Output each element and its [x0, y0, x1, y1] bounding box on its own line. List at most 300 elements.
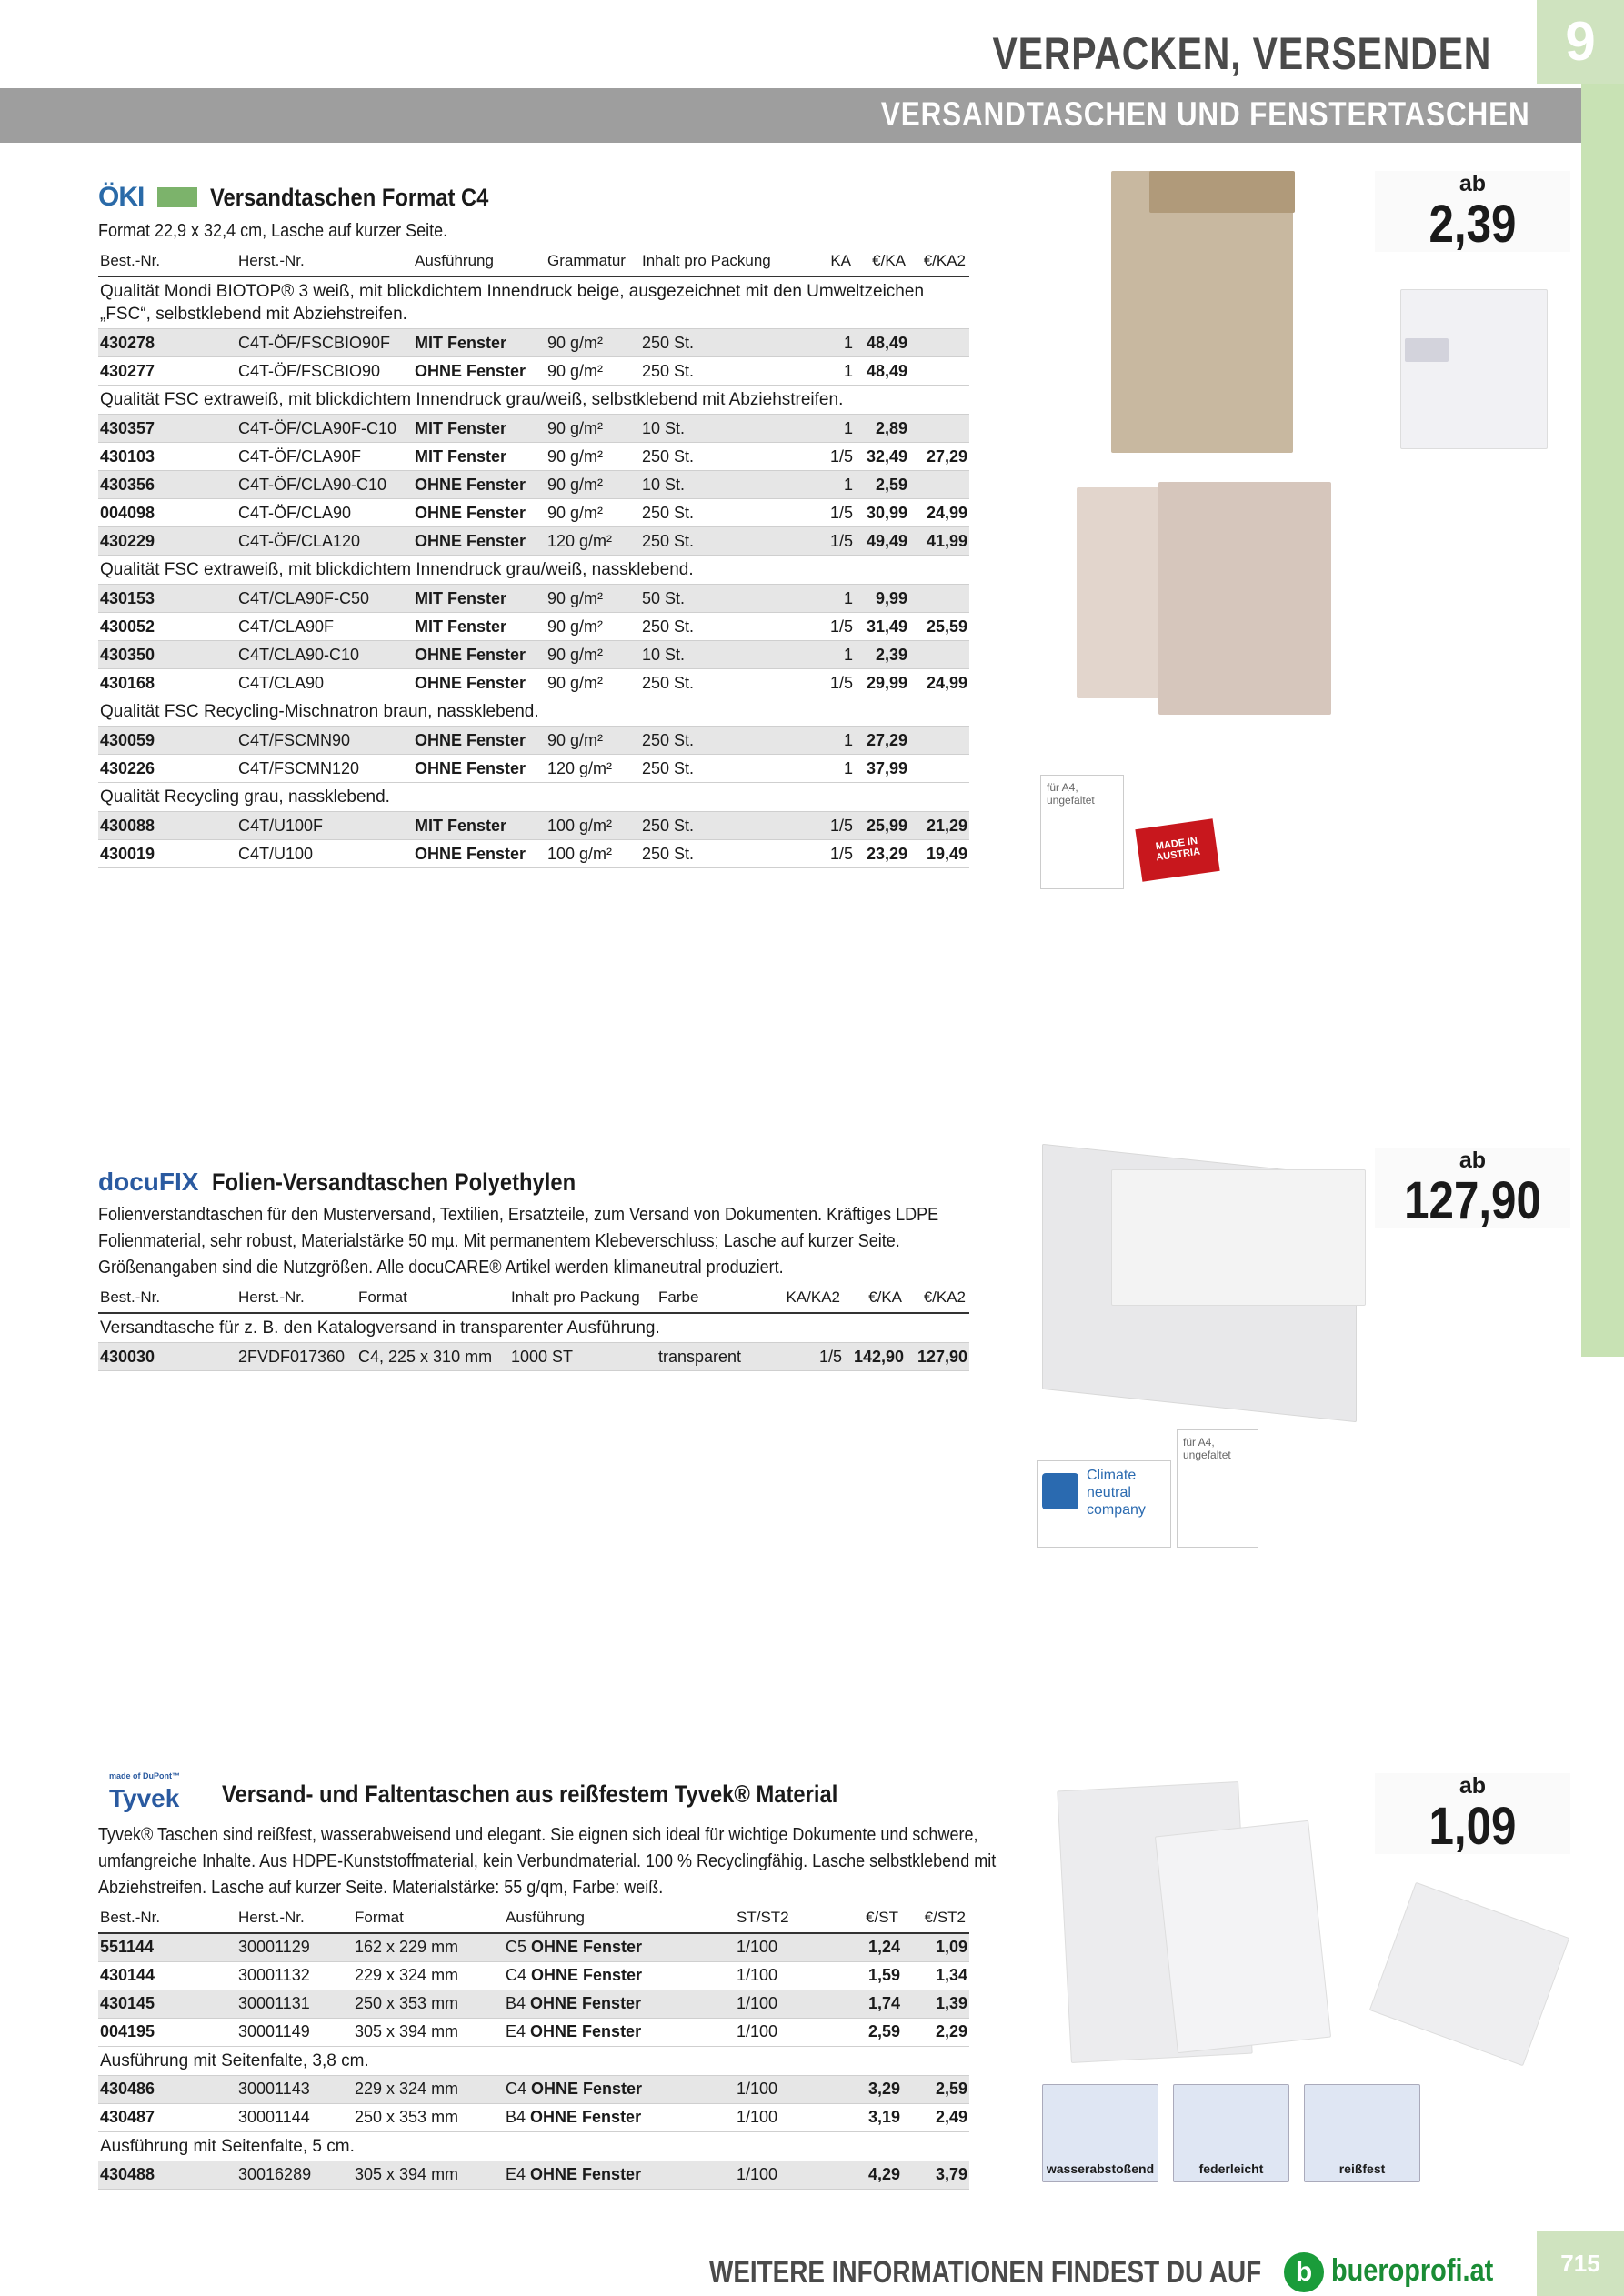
- cell-price2: 127,90: [906, 1343, 969, 1371]
- cell-format: 229 x 324 mm: [353, 2075, 504, 2103]
- cell-price2: 21,29: [909, 812, 969, 840]
- cell-price2: 24,99: [909, 669, 969, 697]
- cell-price: 9,99: [855, 585, 909, 613]
- col-header: Ausführung: [413, 248, 546, 276]
- product-table: [98, 1285, 969, 1371]
- table-row: [98, 329, 969, 357]
- cell-weight: 90 g/m²: [546, 641, 640, 669]
- bueroprofi-logo-icon: b: [1284, 2252, 1324, 2292]
- cell-price: 1,74: [826, 1990, 902, 2018]
- format-code: C5: [506, 1938, 527, 1957]
- cell-mfr: C4T/FSCMN90: [236, 727, 413, 755]
- table-row: [98, 2161, 969, 2189]
- cell-mfr: 30001131: [236, 1990, 353, 2018]
- quality-note: [98, 783, 969, 812]
- cell-variant: [504, 1961, 735, 1990]
- col-header: €/ST: [826, 1905, 902, 1933]
- col-header: KA: [804, 248, 855, 276]
- cell-mfr: C4T/CLA90: [236, 669, 413, 697]
- price-badge: [1375, 1148, 1570, 1228]
- cell-price: 49,49: [855, 527, 909, 556]
- cell-price: 2,89: [855, 415, 909, 443]
- cell-mfr: C4T-ÖF/FSCBIO90F: [236, 329, 413, 357]
- cell-variant: OHNE Fenster: [413, 499, 546, 527]
- cell-price: 30,99: [855, 499, 909, 527]
- table-row: [98, 1961, 969, 1990]
- section-subtitle: VERSANDTASCHEN UND FENSTERTASCHEN: [881, 95, 1530, 133]
- col-header: Herst.-Nr.: [236, 1285, 356, 1313]
- cell-variant: [504, 1933, 735, 1961]
- table-row: [98, 2018, 969, 2046]
- window-option: OHNE Fenster: [530, 2108, 642, 2126]
- format-code: C4: [506, 2080, 527, 2098]
- col-header: Ausführung: [504, 1905, 735, 1933]
- cell-format: 162 x 229 mm: [353, 1933, 504, 1961]
- col-header: €/KA2: [909, 248, 969, 276]
- quality-note-text: Qualität Recycling grau, nassklebend.: [98, 783, 969, 812]
- cell-weight: 100 g/m²: [546, 840, 640, 868]
- format-code: C4: [506, 1966, 527, 1984]
- cell-content: 250 St.: [640, 357, 804, 386]
- cell-unit: 1/5: [804, 499, 855, 527]
- table-row: [98, 727, 969, 755]
- price-prefix: ab: [1459, 1773, 1487, 1799]
- cell-price: 2,59: [826, 2018, 902, 2046]
- table-row: [98, 471, 969, 499]
- cell-unit: 1: [804, 415, 855, 443]
- col-header: €/ST2: [902, 1905, 969, 1933]
- cell-price2: [909, 329, 969, 357]
- cell-price: 31,49: [855, 613, 909, 641]
- cell-mfr: 2FVDF017360: [236, 1343, 356, 1371]
- cell-unit: 1: [804, 585, 855, 613]
- section-description: Folienverstandtaschen für den Musterversand, Textilien, Ersatzteile, zum Versand von Dokumenten. Kräftiges LDPE Folienmaterial, sehr robust, Materialstärke 50 mµ. Mit permanentem Klebeverschluss; Lasche auf kurzer Seite. Größenangaben sind die Nutzgrößen. Alle docuCARE® Artikel werden klimaneutral produziert.: [98, 1205, 939, 1278]
- cell-unit: 1/100: [735, 1990, 826, 2018]
- cell-mfr: 30001144: [236, 2103, 353, 2131]
- feature-tearproof: reißfest: [1304, 2084, 1420, 2182]
- cell-weight: 90 g/m²: [546, 585, 640, 613]
- chapter-sidebar: [1581, 84, 1624, 1357]
- cell-variant: [504, 2161, 735, 2189]
- cell-article: 004098: [98, 499, 236, 527]
- cell-weight: 90 g/m²: [546, 443, 640, 471]
- envelope-image-brown: [1111, 171, 1293, 453]
- cell-content: 10 St.: [640, 641, 804, 669]
- cell-price2: 1,34: [902, 1961, 969, 1990]
- col-header: ST/ST2: [735, 1905, 826, 1933]
- quality-note: [98, 276, 969, 329]
- col-header: Herst.-Nr.: [236, 1905, 353, 1933]
- cell-mfr: C4T-ÖF/CLA90F: [236, 443, 413, 471]
- quality-note: Versandtasche für z. B. den Katalogversand in transparenter Ausführung.: [98, 1313, 969, 1343]
- cell-mfr: C4T/U100: [236, 840, 413, 868]
- cell-content: 250 St.: [640, 727, 804, 755]
- quality-note-text: Qualität FSC Recycling-Mischnatron braun, nassklebend.: [98, 697, 969, 727]
- cell-price: 25,99: [855, 812, 909, 840]
- cell-variant: MIT Fenster: [413, 329, 546, 357]
- envelope-window: [1405, 338, 1449, 362]
- tyvek-envelope-folded: [1369, 1882, 1569, 2067]
- window-option: OHNE Fenster: [530, 1994, 642, 2012]
- cell-article: 551144: [98, 1933, 236, 1961]
- cell-content: 250 St.: [640, 329, 804, 357]
- cell-article: 004195: [98, 2018, 236, 2046]
- table-row: [98, 641, 969, 669]
- section-title: Versand- und Faltentaschen aus reißfestem Tyvek® Material: [222, 1780, 838, 1808]
- price-prefix: ab: [1459, 1148, 1487, 1173]
- col-header: KA/KA2: [775, 1285, 844, 1313]
- cell-article: 430488: [98, 2161, 236, 2189]
- climate-neutral-badge: Climate neutral company: [1037, 1460, 1171, 1548]
- cell-price2: [909, 357, 969, 386]
- cell-price: 29,99: [855, 669, 909, 697]
- cell-mfr: C4T-ÖF/CLA120: [236, 527, 413, 556]
- cell-mfr: 30001129: [236, 1933, 353, 1961]
- table-row: [98, 357, 969, 386]
- cell-mfr: C4T-ÖF/CLA90: [236, 499, 413, 527]
- cell-unit: 1/100: [735, 1961, 826, 1990]
- price-value: 2,39: [1429, 195, 1517, 254]
- variant-note-text: Ausführung mit Seitenfalte, 3,8 cm.: [98, 2046, 969, 2075]
- cell-mfr: 30001132: [236, 1961, 353, 1990]
- cell-price: 27,29: [855, 727, 909, 755]
- cell-price2: 1,39: [902, 1990, 969, 2018]
- tyvek-envelope-image-2: [1155, 1820, 1331, 2053]
- cell-content: 250 St.: [640, 840, 804, 868]
- climate-neutral-icon: [1042, 1473, 1078, 1509]
- cell-unit: 1/100: [735, 2103, 826, 2131]
- section-description: Tyvek® Taschen sind reißfest, wasserabweisend und elegant. Sie eignen sich ideal für wichtige Dokumente und schwere, umfangreiche Inhalte. Aus HDPE-Kunststoffmaterial, kein Verbundmaterial. 100 % Recyclingfähig. Lasche selbstklebend mit Abziehstreifen. Lasche auf kurzer Seite. Materialstärke: 55 g/qm, Farbe: weiß.: [98, 1825, 997, 1898]
- product-table: [98, 248, 969, 868]
- cell-mfr: C4T/CLA90-C10: [236, 641, 413, 669]
- cell-variant: [504, 2018, 735, 2046]
- cell-article: 430277: [98, 357, 236, 386]
- format-code: E4: [506, 2022, 526, 2040]
- dupont-label: made of DuPont™: [109, 1771, 180, 1780]
- feature-waterproof: wasserabstoßend: [1042, 2084, 1158, 2182]
- cell-mfr: C4T/CLA90F: [236, 613, 413, 641]
- section-tyvek: [98, 1771, 997, 2190]
- cell-variant: OHNE Fenster: [413, 641, 546, 669]
- cell-mfr: 30016289: [236, 2161, 353, 2189]
- cell-price2: [909, 727, 969, 755]
- cell-unit: 1/5: [804, 840, 855, 868]
- table-row: [98, 2103, 969, 2131]
- cell-unit: 1: [804, 329, 855, 357]
- envelope-image-white: [1400, 289, 1548, 449]
- cell-mfr: C4T-ÖF/FSCBIO90: [236, 357, 413, 386]
- cell-price2: 3,79: [902, 2161, 969, 2189]
- cell-article: 430487: [98, 2103, 236, 2131]
- table-row: [98, 1990, 969, 2018]
- cell-unit: 1/100: [735, 1933, 826, 1961]
- quality-note-text: Qualität FSC extraweiß, mit blickdichtem Innendruck grau/weiß, selbstklebend mit Abziehstreifen.: [98, 386, 969, 415]
- price-badge: [1375, 171, 1570, 252]
- foil-envelope-inner: [1111, 1169, 1366, 1306]
- cell-price: 1,24: [826, 1933, 902, 1961]
- page-title: VERPACKEN, VERSENDEN: [992, 28, 1491, 79]
- cell-unit: 1: [804, 641, 855, 669]
- table-row: [98, 669, 969, 697]
- col-header: Inhalt pro Packung: [509, 1285, 657, 1313]
- cell-variant: OHNE Fenster: [413, 727, 546, 755]
- page-header: [0, 0, 1624, 145]
- cell-variant: OHNE Fenster: [413, 527, 546, 556]
- cell-article: 430103: [98, 443, 236, 471]
- variant-note-text: Ausführung mit Seitenfalte, 5 cm.: [98, 2131, 969, 2161]
- col-header: €/KA2: [906, 1285, 969, 1313]
- envelope-image-grey-2: [1158, 482, 1331, 715]
- cell-variant: MIT Fenster: [413, 415, 546, 443]
- subtitle-bar: [0, 88, 1585, 143]
- cell-variant: OHNE Fenster: [413, 755, 546, 783]
- cell-variant: OHNE Fenster: [413, 840, 546, 868]
- table-row: [98, 499, 969, 527]
- cell-content: 250 St.: [640, 669, 804, 697]
- cell-content: 250 St.: [640, 613, 804, 641]
- table-row: [98, 755, 969, 783]
- cell-article: 430357: [98, 415, 236, 443]
- cell-weight: 90 g/m²: [546, 727, 640, 755]
- col-header: €/KA: [844, 1285, 906, 1313]
- cell-article: 430229: [98, 527, 236, 556]
- format-badge: für A4, ungefaltet: [1177, 1429, 1258, 1548]
- cell-weight: 100 g/m²: [546, 812, 640, 840]
- table-row: [98, 613, 969, 641]
- table-row: [98, 585, 969, 613]
- cell-price2: 2,59: [902, 2075, 969, 2103]
- cell-price: 1,59: [826, 1961, 902, 1990]
- quality-note-text: Qualität FSC extraweiß, mit blickdichtem Innendruck grau/weiß, nassklebend.: [98, 556, 969, 585]
- cell-variant: [504, 2103, 735, 2131]
- cell-price: 23,29: [855, 840, 909, 868]
- cell-variant: MIT Fenster: [413, 585, 546, 613]
- chapter-tab: 9: [1537, 0, 1624, 84]
- cell-format: 250 x 353 mm: [353, 1990, 504, 2018]
- footer-url[interactable]: bueroprofi.at: [1331, 2253, 1494, 2288]
- cell-unit: 1/5: [804, 443, 855, 471]
- cell-weight: 90 g/m²: [546, 357, 640, 386]
- cell-mfr: C4T-ÖF/CLA90-C10: [236, 471, 413, 499]
- cell-article: 430144: [98, 1961, 236, 1990]
- cell-article: 430350: [98, 641, 236, 669]
- format-code: E4: [506, 2165, 526, 2183]
- cell-weight: 90 g/m²: [546, 415, 640, 443]
- oeki-logo: ÖKI: [98, 182, 145, 212]
- cell-mfr: C4T-ÖF/CLA90F-C10: [236, 415, 413, 443]
- cell-weight: 90 g/m²: [546, 471, 640, 499]
- quality-note: [98, 556, 969, 585]
- cell-unit: 1/5: [804, 669, 855, 697]
- cell-price: 48,49: [855, 357, 909, 386]
- cell-price: 2,59: [855, 471, 909, 499]
- table-row: [98, 1933, 969, 1961]
- cell-variant: MIT Fenster: [413, 812, 546, 840]
- section-title: Versandtaschen Format C4: [210, 183, 489, 211]
- oeki-logo-badge: [157, 187, 197, 207]
- cell-variant: MIT Fenster: [413, 613, 546, 641]
- cell-unit: 1/100: [735, 2018, 826, 2046]
- cell-price2: 41,99: [909, 527, 969, 556]
- format-badge: für A4, ungefaltet: [1040, 775, 1124, 889]
- format-code: B4: [506, 1994, 526, 2012]
- variant-note: [98, 2046, 969, 2075]
- cell-content: 250 St.: [640, 443, 804, 471]
- table-row: [98, 527, 969, 556]
- made-in-austria-badge: MADE IN AUSTRIA: [1135, 818, 1219, 881]
- cell-mfr: 30001143: [236, 2075, 353, 2103]
- cell-variant: [504, 1990, 735, 2018]
- col-header: Format: [356, 1285, 509, 1313]
- cell-price: 4,29: [826, 2161, 902, 2189]
- cell-mfr: C4T/U100F: [236, 812, 413, 840]
- table-row: [98, 1343, 969, 1371]
- cell-mfr: C4T/FSCMN120: [236, 755, 413, 783]
- cell-price: 37,99: [855, 755, 909, 783]
- cell-price2: [909, 585, 969, 613]
- format-code: B4: [506, 2108, 526, 2126]
- cell-content: 250 St.: [640, 812, 804, 840]
- feature-lightweight: federleicht: [1173, 2084, 1289, 2182]
- cell-article: 430153: [98, 585, 236, 613]
- price-prefix: ab: [1459, 171, 1487, 196]
- cell-weight: 90 g/m²: [546, 499, 640, 527]
- cell-price: 3,19: [826, 2103, 902, 2131]
- col-header: Grammatur: [546, 248, 640, 276]
- cell-variant: OHNE Fenster: [413, 669, 546, 697]
- cell-unit: 1: [804, 727, 855, 755]
- quality-note: [98, 697, 969, 727]
- cell-content: 250 St.: [640, 755, 804, 783]
- cell-article: 430168: [98, 669, 236, 697]
- table-row: [98, 443, 969, 471]
- cell-price2: 27,29: [909, 443, 969, 471]
- cell-price2: 1,09: [902, 1933, 969, 1961]
- cell-price2: 2,29: [902, 2018, 969, 2046]
- footer-text: WEITERE INFORMATIONEN FINDEST DU AUF: [709, 2255, 1262, 2290]
- section-docufix: [98, 1168, 971, 1371]
- cell-price: 2,39: [855, 641, 909, 669]
- cell-unit: 1: [804, 357, 855, 386]
- cell-weight: 90 g/m²: [546, 669, 640, 697]
- cell-price2: 25,59: [909, 613, 969, 641]
- cell-article: 430278: [98, 329, 236, 357]
- cell-unit: 1/5: [804, 812, 855, 840]
- cell-format: C4, 225 x 310 mm: [356, 1343, 509, 1371]
- col-header: Format: [353, 1905, 504, 1933]
- product-table: [98, 1905, 969, 2190]
- window-option: OHNE Fenster: [531, 1938, 643, 1957]
- cell-variant: [504, 2075, 735, 2103]
- table-row: [98, 840, 969, 868]
- col-header: Best.-Nr.: [98, 248, 236, 276]
- variant-note: [98, 2131, 969, 2161]
- quality-note: [98, 386, 969, 415]
- cell-article: 430052: [98, 613, 236, 641]
- cell-unit: 1/100: [735, 2075, 826, 2103]
- table-row: [98, 415, 969, 443]
- cell-unit: 1: [804, 755, 855, 783]
- col-header: Inhalt pro Packung: [640, 248, 804, 276]
- cell-unit: 1/5: [775, 1343, 844, 1371]
- section-oeki: [98, 182, 971, 868]
- cell-price2: 24,99: [909, 499, 969, 527]
- section-title: Folien-Versandtaschen Polyethylen: [211, 1168, 576, 1196]
- cell-mfr: 30001149: [236, 2018, 353, 2046]
- cell-weight: 120 g/m²: [546, 755, 640, 783]
- cell-content: 10 St.: [640, 415, 804, 443]
- cell-unit: 1/5: [804, 613, 855, 641]
- window-option: OHNE Fenster: [531, 2080, 643, 2098]
- window-option: OHNE Fenster: [530, 2022, 642, 2040]
- price-value: 127,90: [1404, 1171, 1541, 1230]
- tyvek-logo: [98, 1771, 209, 1817]
- cell-article: 430030: [98, 1343, 236, 1371]
- cell-weight: 90 g/m²: [546, 613, 640, 641]
- cell-content: 250 St.: [640, 499, 804, 527]
- page-number: 715: [1537, 2231, 1624, 2296]
- cell-price: 142,90: [844, 1343, 906, 1371]
- cell-format: 305 x 394 mm: [353, 2018, 504, 2046]
- cell-format: 305 x 394 mm: [353, 2161, 504, 2189]
- cell-article: 430088: [98, 812, 236, 840]
- cell-price: 48,49: [855, 329, 909, 357]
- cell-content: 1000 ST: [509, 1343, 657, 1371]
- price-value: 1,09: [1429, 1797, 1517, 1856]
- cell-mfr: C4T/CLA90F-C50: [236, 585, 413, 613]
- cell-article: 430059: [98, 727, 236, 755]
- cell-price2: [909, 471, 969, 499]
- cell-variant: OHNE Fenster: [413, 357, 546, 386]
- cell-color: transparent: [657, 1343, 775, 1371]
- cell-price: 3,29: [826, 2075, 902, 2103]
- cell-content: 250 St.: [640, 527, 804, 556]
- docufix-logo: docuFIX: [98, 1168, 199, 1196]
- cell-content: 10 St.: [640, 471, 804, 499]
- cell-price2: [909, 641, 969, 669]
- col-header: Best.-Nr.: [98, 1905, 236, 1933]
- quality-note-text: Qualität Mondi BIOTOP® 3 weiß, mit blickdichtem Innendruck beige, ausgezeichnet mit den Umweltzeichen „FSC“, selbstklebend mit Abziehstreifen.: [98, 276, 969, 329]
- cell-price2: [909, 415, 969, 443]
- cell-article: 430226: [98, 755, 236, 783]
- window-option: OHNE Fenster: [531, 1966, 643, 1984]
- price-badge: [1375, 1773, 1570, 1854]
- cell-weight: 90 g/m²: [546, 329, 640, 357]
- cell-article: 430019: [98, 840, 236, 868]
- envelope-flap: [1149, 171, 1295, 213]
- cell-price2: 2,49: [902, 2103, 969, 2131]
- col-header: €/KA: [855, 248, 909, 276]
- col-header: Farbe: [657, 1285, 775, 1313]
- cell-unit: 1/100: [735, 2161, 826, 2189]
- table-row: [98, 2075, 969, 2103]
- section-description: Format 22,9 x 32,4 cm, Lasche auf kurzer Seite.: [98, 221, 448, 241]
- cell-price: 32,49: [855, 443, 909, 471]
- cell-article: 430486: [98, 2075, 236, 2103]
- window-option: OHNE Fenster: [530, 2165, 642, 2183]
- cell-format: 250 x 353 mm: [353, 2103, 504, 2131]
- tyvek-label: Tyvek: [109, 1784, 180, 1812]
- cell-format: 229 x 324 mm: [353, 1961, 504, 1990]
- cell-variant: MIT Fenster: [413, 443, 546, 471]
- cell-weight: 120 g/m²: [546, 527, 640, 556]
- cell-content: 50 St.: [640, 585, 804, 613]
- cell-price2: 19,49: [909, 840, 969, 868]
- cell-article: 430356: [98, 471, 236, 499]
- cell-unit: 1: [804, 471, 855, 499]
- cell-article: 430145: [98, 1990, 236, 2018]
- cell-variant: OHNE Fenster: [413, 471, 546, 499]
